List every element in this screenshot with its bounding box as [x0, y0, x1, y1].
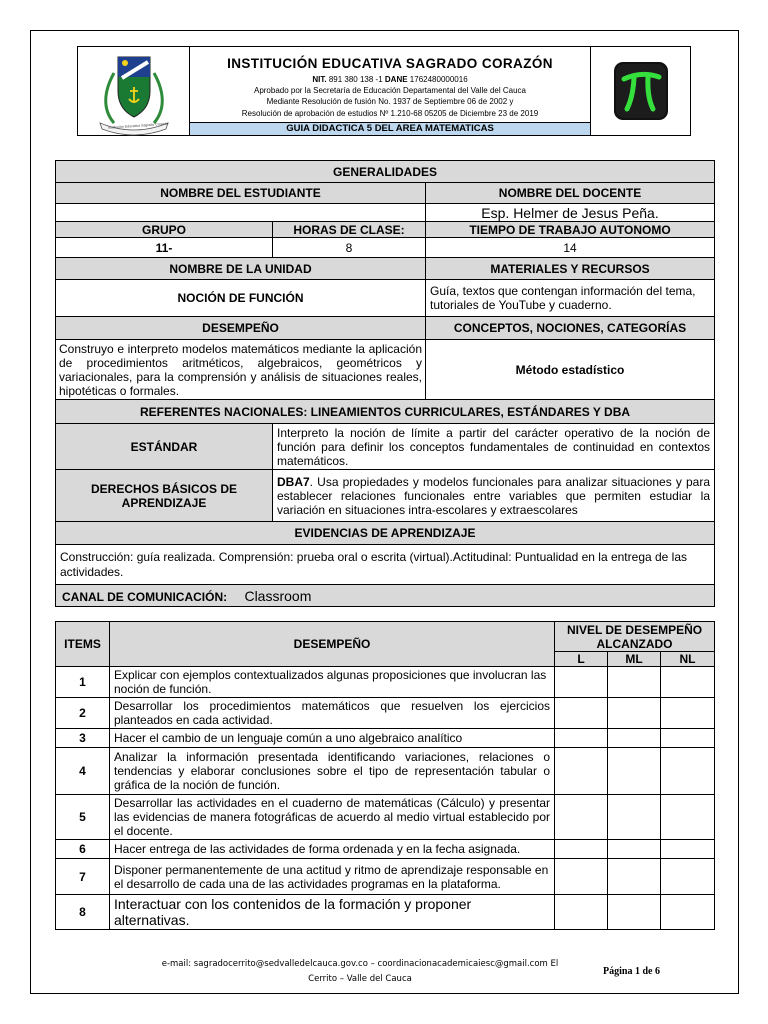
level-l-cell[interactable] — [555, 729, 608, 748]
generalities-table — [55, 160, 715, 607]
table-row — [56, 895, 715, 930]
footer-city-line: Cerrito – Valle del Cauca — [308, 974, 412, 984]
level-nl-cell[interactable] — [661, 795, 715, 840]
group-label: GRUPO — [56, 222, 273, 238]
channel-row — [56, 585, 715, 607]
level-nl-cell[interactable] — [661, 859, 715, 895]
item-text: Hacer el cambio de un lenguaje común a uno algebraico analítico — [110, 729, 555, 748]
level-l-cell[interactable] — [555, 748, 608, 795]
dba-label: DERECHOS BÁSICOS DE APRENDIZAJE — [56, 470, 273, 522]
standard-value: Interpreto la noción de límite a partir del carácter operativo de la noción de función para definir los conceptos fundamentales de continuidad en contextos matemáticos. — [273, 424, 715, 470]
item-text: Interactuar con los contenidos de la formación y proponer alternativas. — [110, 895, 555, 930]
generalities-title: GENERALIDADES — [56, 161, 715, 183]
concepts-value: Método estadístico — [426, 340, 715, 400]
institution-name: INSTITUCIÓN EDUCATIVA SAGRADO CORAZÓN — [227, 56, 553, 71]
pi-symbol-icon — [591, 47, 691, 135]
level-ml-cell[interactable] — [608, 895, 661, 930]
item-text: Disponer permanentemente de una actitud y ritmo de aprendizaje responsable en el desarrollo de cada una de las actividades programas en la plataforma. — [110, 859, 555, 895]
evidence-label: EVIDENCIAS DE APRENDIZAJE — [56, 522, 715, 545]
dane-label: DANE — [384, 75, 408, 84]
nit-label: NIT. — [312, 75, 327, 84]
table-row — [56, 698, 715, 729]
group-value[interactable]: 11- — [56, 238, 273, 258]
table-row — [56, 729, 715, 748]
level-l-cell[interactable] — [555, 698, 608, 729]
approval-line: Aprobado por la Secretaría de Educación Departamental del Valle del Cauca — [253, 86, 527, 96]
performance-value: Construyo e interpreto modelos matemáticos mediante la aplicación de procedimientos aritméticos, algebraicos, geométricos y variacionales, para la comprensión y análisis de situaciones reales, hipotéticas o formales. — [56, 340, 426, 400]
school-crest-logo — [78, 47, 190, 135]
table-row — [56, 667, 715, 698]
hours-label: HORAS DE CLASE: — [273, 222, 426, 238]
item-number: 3 — [56, 729, 110, 748]
level-l-cell[interactable] — [555, 895, 608, 930]
col-nl-header: NL — [661, 652, 715, 667]
level-nl-cell[interactable] — [661, 729, 715, 748]
school-crest-icon — [78, 47, 190, 135]
item-number: 5 — [56, 795, 110, 840]
level-ml-cell[interactable] — [608, 667, 661, 698]
dba-value: . Usa propiedades y modelos funcionales para analizar situaciones y para establecer relaciones funcionales entre variables que permiten estudiar la variación en situaciones intra-escolares y extraescolares — [277, 474, 711, 517]
level-ml-cell[interactable] — [608, 748, 661, 795]
level-l-cell[interactable] — [555, 840, 608, 859]
item-number: 8 — [56, 895, 110, 930]
crest-ribbon-text: Institución Educativa Sagrado Corazón — [107, 121, 169, 130]
level-l-cell[interactable] — [555, 795, 608, 840]
table-row — [56, 859, 715, 895]
table-row — [56, 840, 715, 859]
item-number: 1 — [56, 667, 110, 698]
unit-value: NOCIÓN DE FUNCIÓN — [56, 280, 426, 317]
guide-title: GUIA DIDACTICA 5 DEL AREA MATEMATICAS — [190, 122, 590, 135]
item-text: Hacer entrega de las actividades de forma ordenada y en la fecha asignada. — [110, 840, 555, 859]
evidence-value: Construcción: guía realizada. Comprensión: prueba oral o escrita (virtual).Actitudinal: Puntualidad en la entrega de las actividades. — [56, 545, 715, 585]
autonomous-value: 14 — [426, 238, 715, 258]
autonomous-label: TIEMPO DE TRABAJO AUTONOMO — [426, 222, 715, 238]
student-label: NOMBRE DEL ESTUDIANTE — [56, 183, 426, 204]
level-ml-cell[interactable] — [608, 840, 661, 859]
table-row — [56, 748, 715, 795]
teacher-label: NOMBRE DEL DOCENTE — [426, 183, 715, 204]
level-nl-cell[interactable] — [661, 840, 715, 859]
standard-label: ESTÁNDAR — [56, 424, 273, 470]
col-l-header: L — [555, 652, 608, 667]
concepts-label: CONCEPTOS, NOCIONES, CATEGORÍAS — [426, 317, 715, 340]
footer — [140, 957, 580, 987]
channel-label: CANAL DE COMUNICACIÓN: — [62, 589, 228, 604]
teacher-value: Esp. Helmer de Jesus Peña. — [426, 204, 715, 222]
level-nl-cell[interactable] — [661, 667, 715, 698]
dba-code: DBA7 — [277, 474, 310, 489]
footer-email-line: e-mail: sagradocerrito@sedvalledelcauca.gov.co – coordinacionacademicaiesc@gmail.com El — [161, 959, 559, 969]
materials-label: MATERIALES Y RECURSOS — [426, 258, 715, 280]
item-text: Analizar la información presentada identificando variaciones, relaciones o tendencias y elaborar conclusiones sobre el tipo de representación tabular o gráfica de la noción de función. — [110, 748, 555, 795]
header-center — [190, 47, 590, 135]
col-ml-header: ML — [608, 652, 661, 667]
level-l-cell[interactable] — [555, 859, 608, 895]
unit-label: NOMBRE DE LA UNIDAD — [56, 258, 426, 280]
level-nl-cell[interactable] — [661, 698, 715, 729]
hours-value: 8 — [273, 238, 426, 258]
references-label: REFERENTES NACIONALES: LINEAMIENTOS CURRICULARES, ESTÁNDARES Y DBA — [56, 400, 715, 424]
level-ml-cell[interactable] — [608, 795, 661, 840]
col-performance-header: DESEMPEÑO — [110, 622, 555, 667]
level-ml-cell[interactable] — [608, 729, 661, 748]
performance-label: DESEMPEÑO — [56, 317, 426, 340]
level-nl-cell[interactable] — [661, 748, 715, 795]
nit-value: 891 380 138 -1 — [328, 75, 383, 84]
item-number: 6 — [56, 840, 110, 859]
item-text: Desarrollar las actividades en el cuaderno de matemáticas (Cálculo) y presentar las evidencias de manera fotográficas de acuerdo al medio virtual establecido por el docente. — [110, 795, 555, 840]
page-number: Página 1 de 6 — [603, 966, 660, 977]
item-number: 7 — [56, 859, 110, 895]
level-ml-cell[interactable] — [608, 859, 661, 895]
dba-text — [273, 470, 715, 522]
col-level-header: NIVEL DE DESEMPEÑO ALCANZADO — [555, 622, 715, 652]
performance-items-table — [55, 621, 715, 930]
level-l-cell[interactable] — [555, 667, 608, 698]
item-text: Explicar con ejemplos contextualizados algunas proposiciones que involucran las noción de función. — [110, 667, 555, 698]
item-text: Desarrollar los procedimientos matemáticos que resuelven los ejercicios planteados en cada actividad. — [110, 698, 555, 729]
nit-line — [312, 74, 467, 85]
student-value[interactable] — [56, 204, 426, 222]
resolution-line: Mediante Resolución de fusión No. 1937 de Septiembre 06 de 2002 y — [266, 97, 514, 107]
studies-line: Resolución de aprobación de estudios Nº 1.210-68 05205 de Diciembre 23 de 2019 — [241, 108, 539, 118]
pi-logo — [590, 47, 690, 135]
dane-value: 1762480000016 — [409, 75, 468, 84]
level-nl-cell[interactable] — [661, 895, 715, 930]
channel-value: Classroom — [244, 587, 312, 604]
institution-header — [77, 46, 691, 136]
item-number: 4 — [56, 748, 110, 795]
level-ml-cell[interactable] — [608, 698, 661, 729]
item-number: 2 — [56, 698, 110, 729]
materials-value: Guía, textos que contengan información del tema, tutoriales de YouTube y cuaderno. — [426, 280, 715, 317]
table-row — [56, 795, 715, 840]
col-items-header: ITEMS — [56, 622, 110, 667]
